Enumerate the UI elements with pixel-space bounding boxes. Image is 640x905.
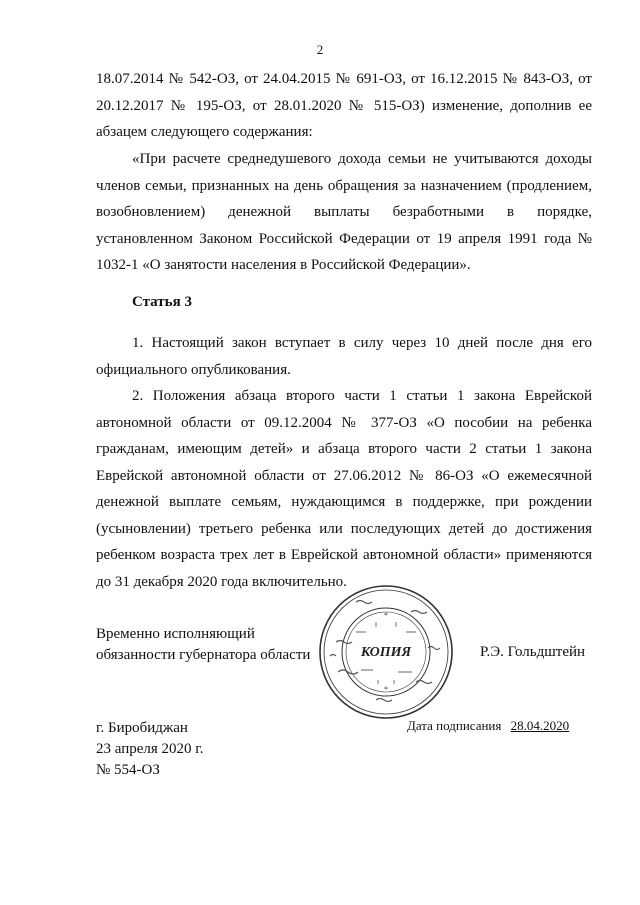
signatory-title (96, 624, 310, 666)
signatory-name: Р.Э. Гольдштейн (480, 644, 586, 660)
issue-details (96, 718, 204, 781)
signatory-line-1: Временно исполняющий (96, 626, 255, 642)
law-number: № 554-ОЗ (96, 762, 160, 778)
article-item-1: 1. Настоящий закон вступает в силу через 10 дней после дня его официального опубликования. (96, 335, 592, 378)
article-item-2: 2. Положения абзаца второго части 1 статьи 1 закона Еврейской автономной области от 09.12.2004 № 377-ОЗ «О пособии на ребенка гражданам, имеющим детей» и абзаца второго части 2 статьи 1 закона Еврейской автономной области от 27.06.2012 № 86-ОЗ «О ежемесячной денежной выплате семьям, нуждающимся в поддержке, при рождении (усыновлении) третьего ребенка или последующих детей до достижения ребенком возраста трех лет в Еврейской автономной области» применяются до 31 декабря 2020 года включительно. (96, 388, 592, 590)
page-number: 2 (316, 42, 324, 57)
signatory-line-2: обязанности губернатора области (96, 647, 311, 663)
svg-text:*: * (384, 611, 388, 620)
official-seal-stamp (316, 582, 456, 722)
svg-text:*: * (384, 685, 388, 694)
article-heading: Статья 3 (132, 294, 192, 310)
quote-paragraph: «При расчете среднедушевого дохода семьи не учитываются доходы членов семьи, признанных на день обращения за назначением (продлением, возобновлением) денежной выплаты безработными в порядке, установленном Законом Российской Федерации от 19 апреля 1991 года № 1032-1 «О занятости населения в Российской Федерации». (96, 151, 592, 273)
issue-date: 23 апреля 2020 г. (96, 741, 204, 757)
signing-date-label: Дата подписания (407, 718, 502, 733)
intro-paragraph: 18.07.2014 № 542-ОЗ, от 24.04.2015 № 691-ОЗ, от 16.12.2015 № 843-ОЗ, от 20.12.2017 № 195-ОЗ, от 28.01.2020 № 515-ОЗ) изменение, дополнив ее абзацем следующего содержания: (96, 71, 592, 140)
city: г. Биробиджан (96, 720, 188, 736)
signing-date-value: 28.04.2020 (510, 718, 570, 733)
signing-date-line (407, 718, 569, 734)
seal-text: КОПИЯ (360, 645, 412, 660)
